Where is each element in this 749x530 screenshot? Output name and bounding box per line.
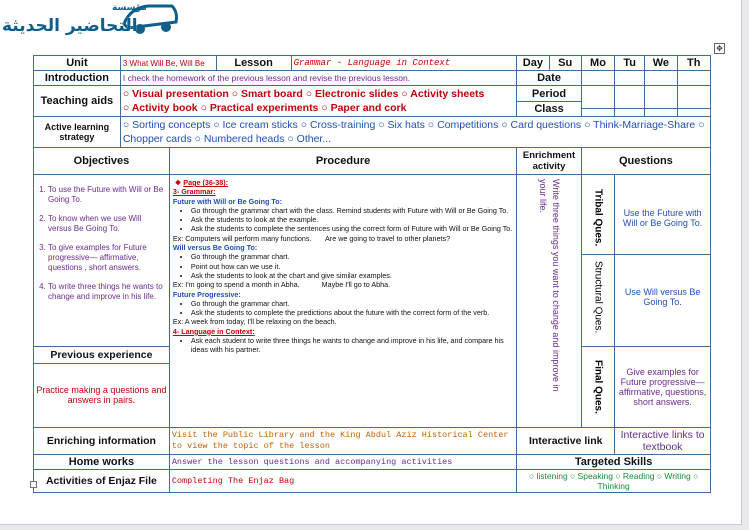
objectives-header: Objectives [34, 148, 170, 175]
day-th: Th [677, 56, 710, 71]
strategy-list [120, 117, 710, 148]
previous-experience-label: Previous experience [34, 347, 170, 364]
move-cross-icon[interactable]: ✥ [714, 43, 725, 54]
enjaz-label: Activities of Enjaz File [34, 470, 170, 493]
day-tu: Tu [615, 56, 645, 71]
strategy-label: Active learning strategy [34, 117, 121, 148]
question-type-final: Final Ques. [592, 360, 604, 414]
day-su: Su [549, 56, 581, 71]
procedure-example: Ex: A week from today, I'll be relaxing on the beach. [172, 317, 337, 327]
table-resize-handle[interactable] [30, 481, 37, 488]
procedure-section-language: 4- Language in Context: [172, 326, 255, 336]
procedure-header: Procedure [169, 148, 516, 175]
teaching-aids-list [120, 86, 516, 117]
question-tribal-text: Use the Future with Will or Be Going To. [615, 182, 710, 255]
enjaz-text: Completing The Enjaz Bag [169, 470, 516, 493]
interactive-link-label: Interactive link [517, 428, 615, 455]
aid-option[interactable]: ○ Electronic slides [306, 88, 399, 100]
enriching-info-text: Visit the Public Library and the King Abdul Aziz Historical Center to view the topic of the lesson [169, 428, 516, 455]
skill-option[interactable]: ○ Thinking [598, 471, 699, 491]
procedure-cell: ❖ Page (36-38): 3- Grammar: Future with Will or Be Going To: • Go through the grammar chart with the class. Remind students with Future with Will or Be Going To. • Ask the students to look at the example. • Ask the students to complete the sentences using the correct form of Future with Will or Be Going To. Ex: Computers will perform many functions. Are we going to travel to other planets? Will versus Be Going To: • Go through the grammar chart. • Point out how can we use it. • Ask the students to look at the chart and give similar examples. Ex: I'm going to spend a month in Abha. Maybe I'll go to Abha. Future Progressive: • Go through the grammar chart. • Ask the students to complete the predictions about the future with the correct form of the verb. Ex: A week from today, I'll be relaxing on the beach. 4- Language in Context: • Ask each student to write three things he wants to change and improve in his life, and compare his ideas with his partner. [169, 175, 516, 428]
logo-subtitle: مؤسسة [112, 3, 147, 13]
lesson-plan-table [33, 55, 711, 493]
procedure-section-grammar: 3- Grammar: [172, 187, 216, 197]
strategy-option[interactable]: ○ Numbered heads [195, 133, 285, 145]
procedure-step: • Go through the grammar chart. [191, 252, 513, 261]
strategy-option[interactable]: ○ Sorting concepts [123, 119, 210, 131]
question-type-final-cell [581, 347, 614, 428]
procedure-step: • Go through the grammar chart with the class. Remind students with Future with Will or Be Going To. [191, 206, 513, 215]
strategy-option[interactable]: ○ Chopper cards [123, 119, 705, 145]
lesson-label: Lesson [217, 56, 292, 70]
questions-header: Questions [581, 148, 710, 175]
strategy-option[interactable]: ○ Ice cream sticks [213, 119, 298, 131]
strategy-option[interactable]: ○ Think-Marriage-Share [584, 119, 695, 131]
unit-label: Unit [34, 56, 121, 71]
procedure-example: Ex: I'm going to spend a month in Abha. Maybe I'll go to Abha. [172, 280, 391, 290]
skill-option[interactable]: ○ Speaking [570, 471, 613, 481]
strategy-option[interactable]: ○ Other... [287, 133, 331, 145]
procedure-step: • Ask each student to write three things he wants to change and improve in his life, and compare his ideas with his partner. [191, 336, 513, 355]
question-type-tribal: Tribal Ques. [592, 188, 604, 247]
procedure-sub-will-going: Future with Will or Be Going To: [172, 196, 283, 206]
aid-option[interactable]: ○ Activity book [123, 102, 198, 114]
strategy-option[interactable]: ○ Card questions [501, 119, 581, 131]
procedure-step: • Go through the grammar chart. [191, 299, 513, 308]
day-we: We [645, 56, 677, 71]
procedure-step: • Ask the students to look at the example. [191, 215, 513, 224]
question-type-structural: Structural Ques. [592, 261, 604, 334]
class-label: Class [534, 102, 564, 115]
procedure-step: • Ask the students to complete the predictions about the future with the correct form of the verb. [191, 308, 513, 317]
targeted-skills-list [517, 470, 711, 493]
procedure-step: • Ask the students to complete the sentences using the correct form of Future with Will or Be Going To. [191, 224, 513, 233]
question-final-text: Give examples for Future progressive— affirmative, questions, short answers. [615, 347, 711, 428]
skill-option[interactable]: ○ listening [529, 471, 568, 481]
day-label: Day [517, 56, 549, 71]
strategy-option[interactable]: ○ Competitions [428, 119, 499, 131]
strategy-option[interactable]: ○ Six hats [378, 119, 425, 131]
objective-item: 4. To write three things he wants to change and improve in his life. [48, 282, 167, 302]
procedure-example: Ex: Computers will perform many functions. Are we going to travel to other planets? [172, 233, 451, 243]
aid-option[interactable]: ○ Activity sheets [401, 88, 484, 100]
day-mo: Mo [581, 56, 614, 71]
enriching-info-label: Enriching information [34, 428, 170, 455]
procedure-page: Page (36-38): [183, 178, 229, 187]
logo-title: التحاضير الحديثة [2, 16, 138, 36]
question-type-cell [581, 175, 614, 347]
homeworks-text: Answer the lesson questions and accompanying activities [169, 455, 516, 470]
period-label: Period [517, 87, 581, 102]
procedure-sub-progressive: Future Progressive: [172, 289, 241, 299]
unit-value: 3 What Will Be, Will Be [120, 56, 216, 71]
objectives-list [36, 185, 167, 302]
lesson-value: Grammar - Language in Context [293, 58, 451, 68]
question-text-cell [615, 175, 711, 347]
aid-option[interactable]: ○ Practical experiments [201, 102, 319, 114]
introduction-label: Introduction [34, 71, 121, 86]
skill-option[interactable]: ○ Writing [657, 471, 691, 481]
question-structural-text: Use Will versus Be Going To. [624, 287, 701, 307]
aid-option[interactable]: ○ Paper and cork [321, 102, 406, 114]
enrichment-cell [517, 175, 582, 428]
interactive-link-value[interactable]: Interactive links to textbook [615, 428, 711, 455]
introduction-text: I check the homework of the previous lesson and revise the previous lesson. [120, 71, 516, 86]
procedure-step: • Point out how can we use it. [191, 262, 513, 271]
aid-option[interactable]: ○ Smart board [232, 88, 303, 100]
objective-item: 3. To give examples for Future progressive— affirmative, questions , short answers. [48, 243, 167, 273]
aid-option[interactable]: ○ Visual presentation [123, 88, 229, 100]
objective-item: 2. To know when we use Will versus Be Going To. [48, 214, 167, 234]
previous-experience-text: Practice making a questions and answers in pairs. [34, 363, 170, 427]
enrichment-header: Enrichment activity [517, 148, 582, 175]
strategy-option[interactable]: ○ Cross-training [301, 119, 376, 131]
procedure-sub-will-versus: Will versus Be Going To: [172, 243, 258, 253]
procedure-step: • Ask the students to look at the chart and give similar examples. [191, 271, 513, 280]
brand-logo [2, 2, 182, 42]
objective-item: 1. To use the Future with Will or Be Going To. [48, 185, 167, 205]
homeworks-label: Home works [34, 455, 170, 470]
date-label: Date [517, 71, 582, 86]
skill-option[interactable]: ○ Reading [615, 471, 654, 481]
teaching-aids-label: Teaching aids [34, 86, 121, 117]
targeted-skills-label: Targeted Skills [517, 455, 711, 470]
objectives-cell [34, 175, 170, 347]
enrichment-text: Write three things you want to change and improve in your life. [538, 179, 562, 392]
